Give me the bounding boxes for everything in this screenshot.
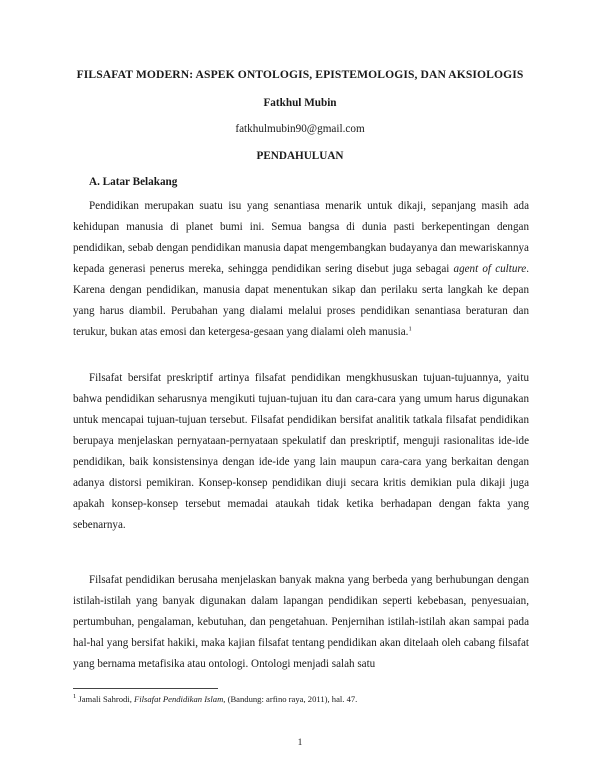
paragraph-2: Filsafat bersifat preskriptif artinya filsafat pendidikan mengkhususkan tujuan-tujuannya, yaitu bahwa pendidikan seharusnya mengikuti tujuan-tujuan itu dan cara-cara yang umum harus digunakan untuk mencapai tujuan-tujuan tersebut. Filsafat pendidikan bersifat analitik tatkala filsafat pendidikan berupaya menjelaskan pernyataan-pernyataan spekulatif dan preskriptif, menguji rasionalitas ide-ide pendidikan, baik konsistensinya dengan ide-ide yang lain maupun cara-cara yang berkaitan dengan adanya distorsi pemikiran. Konsep-konsep pendidikan diuji secara kritis demikian pula dikaji juga apakah konsep-konsep tersebut memadai ataukah tidak ketika berhadapan dengan fakta yang sebenarnya. bbox=[73, 372, 529, 531]
footnote-divider bbox=[73, 688, 218, 689]
paragraph-1-text-end: . Karena dengan pendidikan, manusia dapat menentukan sikap dan perilaku serta langkah ke depan yang harus diambil. Perubahan yang dialami melalui proses pendidikan senantiasa beraturan dan terukur, bukan atas emosi dan ketergesa-gesaan yang dialami oleh manusia. bbox=[73, 263, 529, 338]
footnote-book-title: Filsafat Pendidikan Islam, bbox=[134, 694, 226, 704]
author-email: fatkhulmubin90@gmail.com bbox=[235, 123, 365, 135]
footnote-reference[interactable]: 1 bbox=[408, 325, 412, 333]
paragraph-1-text-start: Pendidikan merupakan suatu isu yang senantiasa menarik untuk dikaji, sepanjang masih ada kehidupan manusia di planet bumi ini. Semua bangsa di dunia pasti berkepentingan dengan pendidikan, sebab dengan pendidikan manusia dapat mengembangkan budayanya dan mewariskannya kepada generasi penerus mereka, sehingga pendidikan sering disebut juga sebagai bbox=[73, 200, 529, 275]
section-heading: PENDAHULUAN bbox=[256, 150, 344, 162]
footnote bbox=[73, 693, 529, 705]
subsection-heading: A. Latar Belakang bbox=[89, 176, 178, 188]
paragraph-3: Filsafat pendidikan berusaha menjelaskan banyak makna yang berbeda yang berhubungan dengan istilah-istilah yang banyak digunakan dalam lapangan pendidikan seperti kebebasan, penyesuaian, pertumbuhan, pengalaman, kebutuhan, dan pengetahuan. Penjernihan istilah-istilah akan sampai pada hal-hal yang bersifat hakiki, maka kajian filsafat tentang pendidikan akan ditelaah oleh cabang filsafat yang bernama metafisika atau ontologi. Ontologi menjadi salah satu bbox=[73, 574, 529, 670]
author-name: Fatkhul Mubin bbox=[263, 97, 337, 109]
paragraph-1 bbox=[73, 196, 529, 343]
footnote-author: Jamali Sahrodi, bbox=[76, 694, 135, 704]
footnote-mark: 1 bbox=[73, 693, 77, 701]
paper-title: FILSAFAT MODERN: ASPEK ONTOLOGIS, EPISTEMOLOGIS, DAN AKSIOLOGIS bbox=[76, 68, 524, 81]
page-number: 1 bbox=[297, 738, 303, 748]
footnote-publication: (Bandung: arfino raya, 2011), hal. 47. bbox=[225, 694, 358, 704]
paragraph-1-italic-phrase: agent of culture bbox=[453, 263, 527, 275]
